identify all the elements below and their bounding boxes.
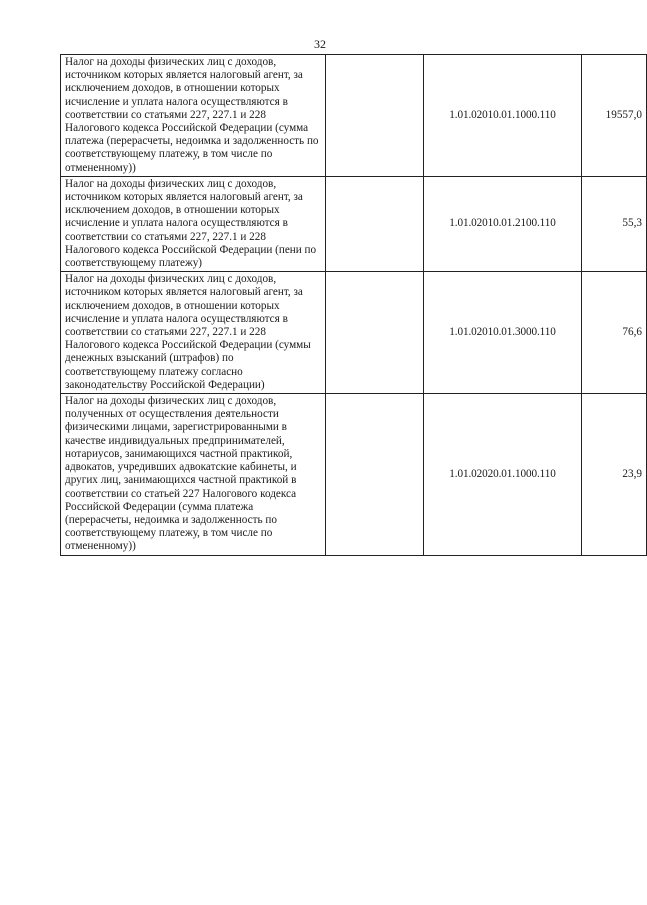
revenue-name-cell: Налог на доходы физических лиц с доходов, полученных от осуществления деятельности физическими лицами, зарегистрированными в качестве индивидуальных предпринимателей, нотариусов, занимающихся частной практикой, адвокатов, учредивших адвокатские кабинеты, и других лиц, занимающихся частной практикой в соответствии со статьей 227 Налогового кодекса Российской Федерации (сумма платежа (перерасчеты, недоимка и задолженность по соответствующему платежу, в том числе по отмененному)) [61,394,326,555]
amount-cell: 76,6 [582,272,647,394]
amount-cell: 55,3 [582,176,647,271]
budget-code-cell: 1.01.02010.01.1000.110 [424,55,582,177]
table-row [61,394,647,555]
budget-code-cell: 1.01.02010.01.3000.110 [424,272,582,394]
empty-cell [326,55,424,177]
empty-cell [326,394,424,555]
table-row [61,55,647,177]
revenue-table [60,54,647,556]
table-row [61,176,647,271]
empty-cell [326,272,424,394]
revenue-name-cell: Налог на доходы физических лиц с доходов, источником которых является налоговый агент, за исключением доходов, в отношении которых исчисление и уплата налога осуществляются в соответствии со статьями 227, 227.1 и 228 Налогового кодекса Российской Федерации (суммы денежных взысканий (штрафов) по соответствующему платежу согласно законодательству Российской Федерации) [61,272,326,394]
table-row [61,272,647,394]
amount-cell: 23,9 [582,394,647,555]
empty-cell [326,176,424,271]
budget-code-cell: 1.01.02020.01.1000.110 [424,394,582,555]
amount-cell: 19557,0 [582,55,647,177]
page-number: 32 [314,37,326,51]
budget-code-cell: 1.01.02010.01.2100.110 [424,176,582,271]
revenue-name-cell: Налог на доходы физических лиц с доходов, источником которых является налоговый агент, за исключением доходов, в отношении которых исчисление и уплата налога осуществляются в соответствии со статьями 227, 227.1 и 228 Налогового кодекса Российской Федерации (пени по соответствующему платежу) [61,176,326,271]
revenue-name-cell: Налог на доходы физических лиц с доходов, источником которых является налоговый агент, за исключением доходов, в отношении которых исчисление и уплата налога осуществляются в соответствии со статьями 227, 227.1 и 228 Налогового кодекса Российской Федерации (сумма платежа (перерасчеты, недоимка и задолженность по соответствующему платежу, в том числе по отмененному)) [61,55,326,177]
